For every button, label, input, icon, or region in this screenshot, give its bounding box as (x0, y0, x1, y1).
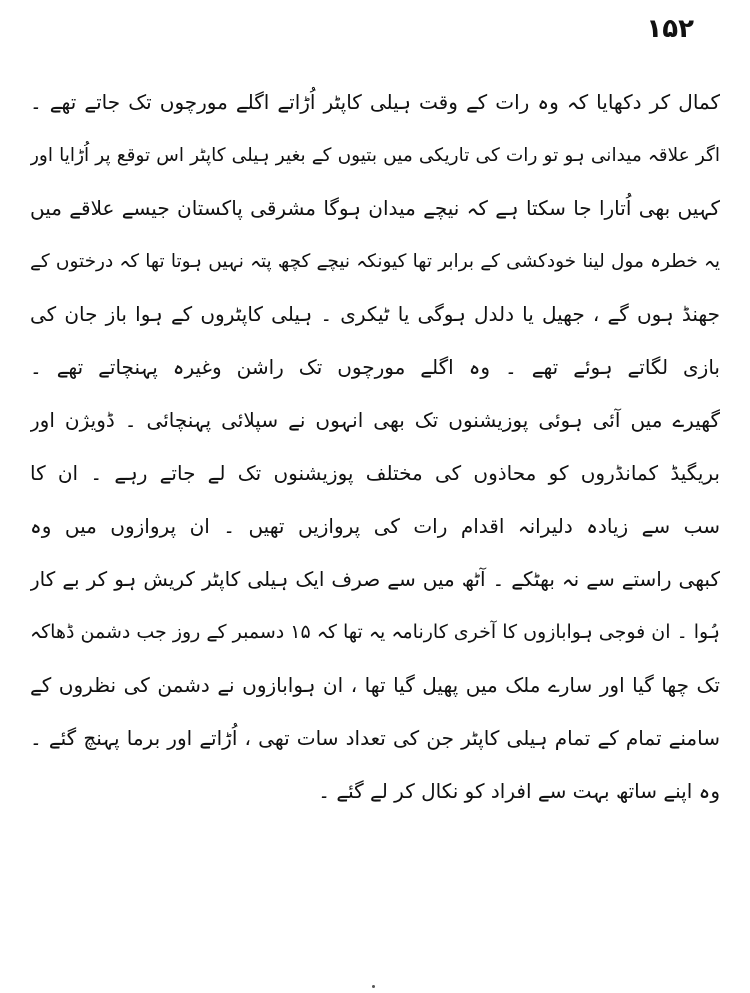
text-line: گھیرے میں آئی ہوئی پوزیشنوں تک بھی انہوں نے سپلائی پہنچائی ۔ ڈویژن اور (30, 408, 720, 432)
text-line: وہ اپنے ساتھ بہت سے افراد کو نکال کر لے گئے ۔ (318, 779, 720, 803)
text-line: بازی لگاتے ہوئے تھے ۔ وہ اگلے مورچوں تک راشن وغیرہ پہنچاتے تھے ۔ (30, 355, 720, 379)
text-line: کمال کر دکھایا کہ وہ رات کے وقت ہیلی کاپٹر اُڑاتے اگلے مورچوں تک جاتے تھے ۔ (30, 90, 720, 114)
text-line: اگر علاقہ میدانی ہو تو رات کی تاریکی میں بتیوں کے بغیر ہیلی کاپٹر اس توقع پر اُڑایا اور (30, 145, 720, 166)
text-line: کہیں بھی اُتارا جا سکتا ہے کہ نیچے میدان ہوگا مشرقی پاکستان جیسے علاقے میں (30, 196, 720, 220)
text-line: ہُوا ۔ ان فوجی ہوابازوں کا آخری کارنامہ یہ تھا کہ ۱۵ دسمبر کے روز جب دشمن ڈھاکہ (30, 621, 720, 643)
text-line: سامنے تمام کے تمام ہیلی کاپٹر جن کی تعداد سات تھی ، اُڑاتے اور برما پہنچ گئے ۔ (30, 726, 720, 750)
scan-speck (372, 985, 375, 988)
urdu-text-body (30, 76, 720, 818)
text-line: تک چھا گیا اور سارے ملک میں پھیل گیا تھا ، ان ہوابازوں نے دشمن کی نظروں کے (30, 673, 720, 697)
text-line: کبھی راستے سے نہ بھٹکے ۔ آٹھ میں سے صرف ایک ہیلی کاپٹر کریش ہو کر بے کار (30, 567, 720, 591)
page-number: ۱۵۲ (646, 14, 694, 44)
text-line: جھنڈ ہوں گے ، جھیل یا دلدل ہوگی یا ٹیکری ۔ ہیلی کاپٹروں کے ہوا باز جان کی (30, 302, 720, 326)
text-line: یہ خطرہ مول لینا خودکشی کے برابر تھا کیونکہ نیچے کچھ پتہ نہیں ہوتا تھا کہ درختوں کے (30, 251, 720, 272)
text-line: سب سے زیادہ دلیرانہ اقدام رات کی پروازیں تھیں ۔ ان پروازوں میں وہ (30, 514, 720, 538)
text-line: بریگیڈ کمانڈروں کو محاذوں کی مختلف پوزیشنوں تک لے جاتے رہے ۔ ان کا (30, 461, 720, 485)
